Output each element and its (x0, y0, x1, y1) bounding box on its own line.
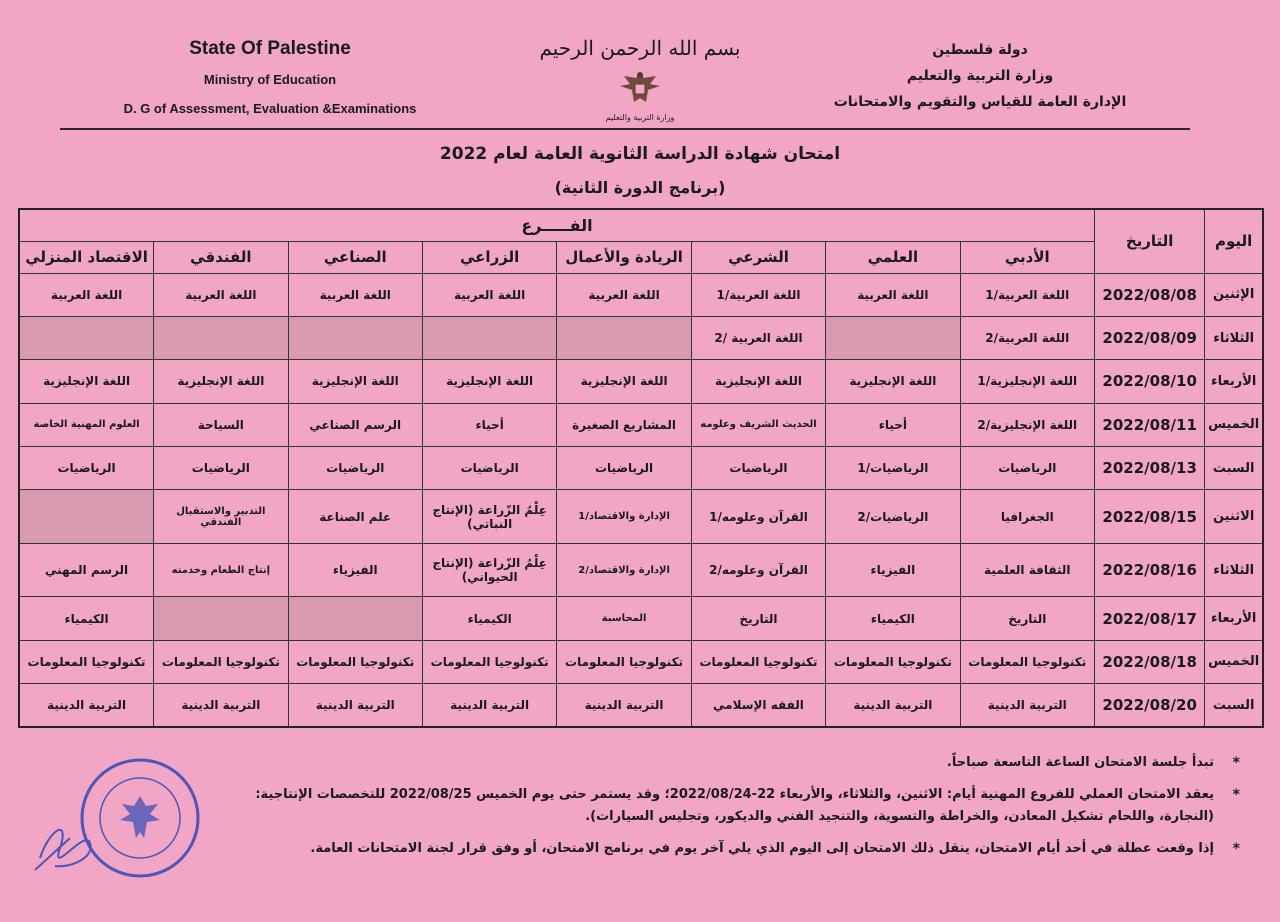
subject-cell: التاريخ (691, 597, 825, 640)
subject-cell: التربية الدينية (154, 684, 288, 727)
subject-cell (19, 490, 154, 543)
table-row (19, 447, 1263, 490)
date-cell: 2022/08/17 (1094, 597, 1204, 640)
date-cell: 2022/08/15 (1094, 490, 1204, 543)
header-center (470, 36, 810, 122)
subject-cell: اللغة الإنجليزية (288, 360, 422, 403)
subject-cell: اللغة العربية (826, 273, 960, 316)
day-cell: الأربعاء (1205, 360, 1263, 403)
branch-header: الفندقي (154, 241, 288, 273)
subject-cell: الرياضيات (288, 447, 422, 490)
table-row (19, 597, 1263, 640)
subject-cell: الثقافة العلمية (960, 543, 1094, 596)
table-row (19, 640, 1263, 683)
date-cell: 2022/08/16 (1094, 543, 1204, 596)
subject-cell: اللغة العربية (154, 273, 288, 316)
date-cell: 2022/08/18 (1094, 640, 1204, 683)
note-subtext: (النجارة، واللحام تشكيل المعادن، والخراطة والتسوية، والتنجيد الفني والديكور، وتجليس السيارات). (585, 809, 1214, 824)
subject-cell: أحياء (422, 403, 556, 446)
subject-cell: تكنولوجيا المعلومات (960, 640, 1094, 683)
subject-cell: العلوم المهنية الخاصة (19, 403, 154, 446)
day-cell: السبت (1205, 447, 1263, 490)
subject-cell: الجغرافيا (960, 490, 1094, 543)
date-cell: 2022/08/13 (1094, 447, 1204, 490)
subject-cell: التربية الدينية (288, 684, 422, 727)
subject-cell: تكنولوجيا المعلومات (422, 640, 556, 683)
date-cell: 2022/08/10 (1094, 360, 1204, 403)
subject-cell: الرياضيات/1 (826, 447, 960, 490)
table-row (19, 403, 1263, 446)
subject-cell: تكنولوجيا المعلومات (691, 640, 825, 683)
subject-cell: علم الصناعة (288, 490, 422, 543)
document-title: امتحان شهادة الدراسة الثانوية العامة لعام 2022 (439, 144, 841, 164)
subject-cell (154, 597, 288, 640)
subject-cell: اللغة الإنجليزية (19, 360, 154, 403)
branch-group-header: الفـــــرع (19, 209, 1094, 241)
english-header-ministry: Ministry of Education (203, 72, 337, 87)
subject-cell: اللغة العربية (422, 273, 556, 316)
day-cell: الثلاثاء (1205, 543, 1263, 596)
subject-cell: التربية الدينية (960, 684, 1094, 727)
schedule-body (19, 273, 1263, 727)
subject-cell: اللغة العربية (557, 273, 691, 316)
table-row (19, 543, 1263, 596)
subject-cell: اللغة العربية/2 (960, 316, 1094, 359)
subject-cell: اللغة الإنجليزية (154, 360, 288, 403)
subject-cell: تكنولوجيا المعلومات (19, 640, 154, 683)
subject-cell (826, 316, 960, 359)
subject-cell: الرياضيات (19, 447, 154, 490)
branch-header: الشرعي (691, 241, 825, 273)
document-subtitle: (برنامج الدورة الثانية) (554, 178, 726, 197)
subject-cell: عِلْمُ الزّراعة (الإنتاج الحيواني) (422, 543, 556, 596)
date-cell: 2022/08/09 (1094, 316, 1204, 359)
subject-cell: تكنولوجيا المعلومات (826, 640, 960, 683)
table-row (19, 360, 1263, 403)
branch-header: الأدبي (960, 241, 1094, 273)
table-row (19, 273, 1263, 316)
branch-header: الريادة والأعمال (557, 241, 691, 273)
subject-cell: الرياضيات (960, 447, 1094, 490)
branch-header: العلمي (826, 241, 960, 273)
subject-cell: الرياضيات (557, 447, 691, 490)
date-cell: 2022/08/20 (1094, 684, 1204, 727)
header-divider (60, 128, 1190, 130)
subject-cell: اللغة الإنجليزية/2 (960, 403, 1094, 446)
day-cell: السبت (1205, 684, 1263, 727)
day-column-header: اليوم (1205, 209, 1263, 273)
subject-cell: اللغة الإنجليزية (691, 360, 825, 403)
subject-cell: القرآن وعلومه/2 (691, 543, 825, 596)
branch-header: الاقتصاد المنزلي (19, 241, 154, 273)
arabic-header-ministry: وزارة التربية والتعليم (906, 68, 1054, 84)
subject-cell: السياحة (154, 403, 288, 446)
subject-cell: الإدارة والاقتصاد/1 (557, 490, 691, 543)
subject-cell (288, 316, 422, 359)
exam-schedule-table (18, 208, 1264, 728)
note-text: يعقد الامتحان العملي للفروع المهنية أيام: الاثنين، والثلاثاء، والأربعاء 22-2022/08/24؛ وقد يستمر حتى يوم الخميس 2022/08/25 للتخصصات الإنتاجية: (255, 787, 1214, 802)
subject-cell (288, 597, 422, 640)
subject-cell: اللغة الإنجليزية (422, 360, 556, 403)
note-bullet: * (1232, 787, 1240, 803)
subject-cell: التاريخ (960, 597, 1094, 640)
subject-cell: التربية الدينية (422, 684, 556, 727)
subject-cell (154, 316, 288, 359)
subject-cell: الكيمياء (19, 597, 154, 640)
subject-cell: الفيزياء (288, 543, 422, 596)
arabic-header-state: دولة فلسطين (932, 42, 1028, 58)
subject-cell: اللغة الإنجليزية (557, 360, 691, 403)
branch-header: الصناعي (288, 241, 422, 273)
table-row (19, 684, 1263, 727)
english-header-state: State Of Palestine (189, 38, 351, 59)
subject-cell: الرياضيات/2 (826, 490, 960, 543)
subject-cell: التربية الدينية (19, 684, 154, 727)
note-start-time (240, 752, 1240, 774)
date-column-header: التاريخ (1094, 209, 1204, 273)
subject-cell (422, 316, 556, 359)
notes-section (240, 752, 1240, 870)
subject-cell: اللغة العربية (19, 273, 154, 316)
subject-cell: الرياضيات (422, 447, 556, 490)
subject-cell: الرياضيات (154, 447, 288, 490)
subject-cell: اللغة العربية (288, 273, 422, 316)
subject-cell: أحياء (826, 403, 960, 446)
subject-cell: إنتاج الطعام وخدمته (154, 543, 288, 596)
date-cell: 2022/08/08 (1094, 273, 1204, 316)
subject-cell: التربية الدينية (826, 684, 960, 727)
subject-cell: الكيمياء (826, 597, 960, 640)
subject-cell: اللغة العربية/1 (691, 273, 825, 316)
subject-cell: التربية الدينية (557, 684, 691, 727)
day-cell: الثلاثاء (1205, 316, 1263, 359)
english-header-directorate: D. G of Assessment, Evaluation &Examinations (123, 101, 417, 116)
day-cell: الخميس (1205, 640, 1263, 683)
branch-header: الزراعي (422, 241, 556, 273)
subject-cell: المحاسبة (557, 597, 691, 640)
arabic-header-directorate: الإدارة العامة للقياس والتقويم والامتحانات (833, 94, 1127, 110)
subject-cell: الرسم المهني (19, 543, 154, 596)
subject-cell: تكنولوجيا المعلومات (557, 640, 691, 683)
subject-cell (557, 316, 691, 359)
day-cell: الأربعاء (1205, 597, 1263, 640)
subject-cell: تكنولوجيا المعلومات (288, 640, 422, 683)
note-bullet: * (1232, 755, 1240, 771)
subject-cell: تكنولوجيا المعلومات (154, 640, 288, 683)
subject-cell: اللغة الإنجليزية (826, 360, 960, 403)
branch-header-row (19, 241, 1263, 273)
emblem-caption: وزارة التربية والتعليم (605, 113, 675, 122)
note-holiday (240, 838, 1240, 860)
subject-cell: الإدارة والاقتصاد/2 (557, 543, 691, 596)
subject-cell: الرياضيات (691, 447, 825, 490)
subject-cell: المشاريع الصغيرة (557, 403, 691, 446)
subject-cell: القرآن وعلومه/1 (691, 490, 825, 543)
arabic-header (830, 42, 1130, 110)
note-text: تبدأ جلسة الامتحان الساعة التاسعة صباحاً. (946, 755, 1214, 770)
subject-cell: الفقه الإسلامي (691, 684, 825, 727)
palestine-eagle-emblem-icon (616, 68, 664, 108)
subject-cell: اللغة العربية /2 (691, 316, 825, 359)
day-cell: الخميس (1205, 403, 1263, 446)
subject-cell: الفيزياء (826, 543, 960, 596)
subject-cell: اللغة الإنجليزية/1 (960, 360, 1094, 403)
note-text: إذا وقعت عطلة في أحد أيام الامتحان، ينقل ذلك الامتحان إلى اليوم الذي يلي آخر يوم في برنامج الامتحان، أو وفق قرار لجنة الامتحانات العامة. (310, 841, 1214, 856)
day-cell: الإثنين (1205, 273, 1263, 316)
table-row (19, 490, 1263, 543)
basmala-calligraphy: بسم الله الرحمن الرحيم (539, 36, 741, 60)
subject-cell (19, 316, 154, 359)
note-bullet: * (1232, 841, 1240, 857)
day-cell: الاثنين (1205, 490, 1263, 543)
english-header (90, 38, 450, 116)
date-cell: 2022/08/11 (1094, 403, 1204, 446)
subject-cell: الكيمياء (422, 597, 556, 640)
subject-cell: عِلْمُ الزّراعة (الإنتاج النباتي) (422, 490, 556, 543)
subject-cell: الحديث الشريف وعلومه (691, 403, 825, 446)
subject-cell: التدبير والاستقبال الفندقي (154, 490, 288, 543)
table-row (19, 316, 1263, 359)
official-seal-stamp-icon (30, 748, 200, 888)
subject-cell: اللغة العربية/1 (960, 273, 1094, 316)
note-practical-exam (240, 784, 1240, 828)
subject-cell: الرسم الصناعي (288, 403, 422, 446)
